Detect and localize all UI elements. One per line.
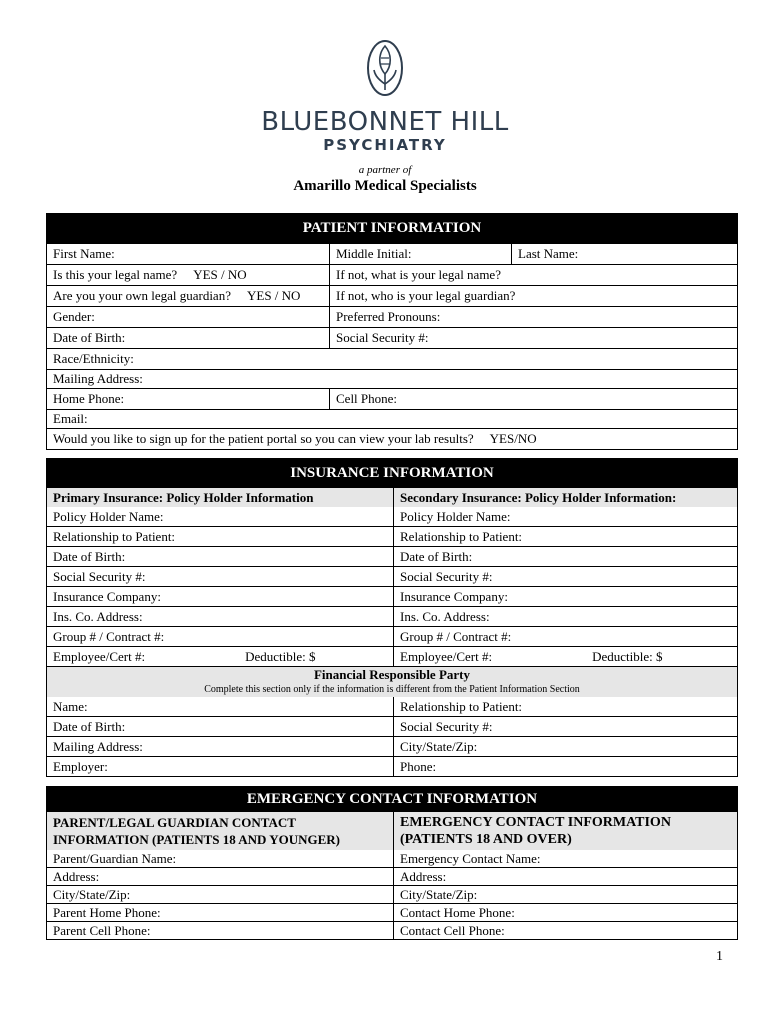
insurance-row bbox=[47, 507, 737, 526]
insurance-information-table bbox=[46, 458, 738, 777]
secondary-employee-cert-label: Employee/Cert #: bbox=[400, 649, 493, 664]
section-header bbox=[47, 214, 737, 243]
guardian-question[interactable] bbox=[47, 286, 329, 306]
financial-responsible-party-header bbox=[47, 666, 737, 697]
frp-right-field[interactable]: City/State/Zip: bbox=[393, 737, 737, 756]
frp-right-field[interactable]: Phone: bbox=[393, 757, 737, 776]
emergency-right-field[interactable]: Address: bbox=[393, 868, 737, 885]
portal-options[interactable]: YES/NO bbox=[489, 431, 537, 446]
section-title: PATIENT INFORMATION bbox=[302, 220, 482, 236]
primary-employee-cert-label: Employee/Cert #: bbox=[53, 649, 146, 664]
insurance-left-field[interactable]: Policy Holder Name: bbox=[53, 509, 164, 524]
frp-left-field[interactable]: Date of Birth: bbox=[53, 719, 126, 734]
bluebonnet-flower-icon bbox=[365, 40, 405, 102]
primary-employee-cert-field[interactable] bbox=[47, 647, 393, 666]
secondary-deductible-label[interactable]: Deductible: $ bbox=[592, 649, 663, 664]
brand-subtitle: PSYCHIATRY bbox=[323, 136, 447, 154]
frp-row bbox=[47, 716, 737, 736]
guardian-contact-title-line1: PARENT/LEGAL GUARDIAN CONTACT bbox=[53, 815, 296, 830]
emergency-contact-table bbox=[46, 786, 738, 940]
insurance-row bbox=[47, 626, 737, 646]
section-title: EMERGENCY CONTACT INFORMATION bbox=[246, 791, 538, 807]
partner-text: a partner of bbox=[358, 164, 412, 176]
portal-label: Would you like to sign up for the patient portal so you can view your lab results? bbox=[53, 431, 474, 446]
insurance-right-field[interactable]: Group # / Contract #: bbox=[393, 627, 737, 646]
insurance-left-field[interactable]: Relationship to Patient: bbox=[53, 529, 176, 544]
emergency-contact-title-line2: (PATIENTS 18 AND OVER) bbox=[400, 832, 572, 847]
insurance-row bbox=[47, 606, 737, 626]
last-name-field[interactable]: Last Name: bbox=[511, 244, 737, 264]
emergency-contact-title-line1: EMERGENCY CONTACT INFORMATION bbox=[400, 815, 671, 830]
primary-deductible-label[interactable]: Deductible: $ bbox=[245, 649, 316, 664]
legal-name-question[interactable] bbox=[47, 265, 329, 285]
guardian-options[interactable]: YES / NO bbox=[246, 288, 301, 303]
emergency-right-field[interactable]: Emergency Contact Name: bbox=[393, 850, 737, 867]
secondary-employee-cert-field[interactable] bbox=[393, 647, 737, 666]
middle-initial-field[interactable]: Middle Initial: bbox=[329, 244, 511, 264]
frp-left-field[interactable]: Mailing Address: bbox=[53, 739, 143, 754]
insurance-right-field[interactable]: Relationship to Patient: bbox=[393, 527, 737, 546]
pronouns-field[interactable]: Preferred Pronouns: bbox=[329, 307, 737, 327]
email-field[interactable]: Email: bbox=[53, 411, 88, 426]
insurance-left-field[interactable]: Date of Birth: bbox=[53, 549, 126, 564]
emergency-contact-title bbox=[393, 812, 737, 850]
insurance-row bbox=[47, 546, 737, 566]
portal-question[interactable] bbox=[47, 429, 737, 449]
frp-row bbox=[47, 736, 737, 756]
insurance-rows bbox=[47, 507, 737, 646]
home-phone-field[interactable]: Home Phone: bbox=[53, 391, 125, 406]
frp-title: Financial Responsible Party bbox=[313, 667, 470, 682]
legal-name-options[interactable]: YES / NO bbox=[193, 267, 247, 282]
frp-row bbox=[47, 756, 737, 776]
emergency-left-field[interactable]: Address: bbox=[53, 869, 100, 884]
page-number: 1 bbox=[716, 949, 723, 964]
patient-information-table bbox=[46, 213, 738, 450]
guardian-contact-title bbox=[47, 812, 393, 850]
frp-right-field[interactable]: Social Security #: bbox=[393, 717, 737, 736]
insurance-right-field[interactable]: Ins. Co. Address: bbox=[393, 607, 737, 626]
emergency-right-field[interactable]: Contact Cell Phone: bbox=[393, 922, 737, 939]
insurance-left-field[interactable]: Ins. Co. Address: bbox=[53, 609, 143, 624]
insurance-row bbox=[47, 586, 737, 606]
insurance-left-field[interactable]: Group # / Contract #: bbox=[53, 629, 165, 644]
emergency-row bbox=[47, 921, 737, 939]
guardian-contact-title-line2: INFORMATION (PATIENTS 18 AND YOUNGER) bbox=[53, 832, 340, 847]
frp-note: Complete this section only if the information is different from the Patient Information Section bbox=[204, 684, 580, 695]
insurance-left-field[interactable]: Insurance Company: bbox=[53, 589, 161, 604]
frp-right-field[interactable]: Relationship to Patient: bbox=[393, 697, 737, 716]
emergency-left-field[interactable]: Parent Cell Phone: bbox=[53, 923, 151, 938]
legal-name-if-not-field[interactable]: If not, what is your legal name? bbox=[329, 265, 737, 285]
primary-insurance-title: Primary Insurance: Policy Holder Information bbox=[53, 490, 314, 505]
frp-rows bbox=[47, 697, 737, 776]
insurance-left-field[interactable]: Social Security #: bbox=[53, 569, 146, 584]
frp-left-field[interactable]: Employer: bbox=[53, 759, 108, 774]
insurance-right-field[interactable]: Insurance Company: bbox=[393, 587, 737, 606]
mailing-address-field[interactable]: Mailing Address: bbox=[53, 371, 143, 386]
guardian-label: Are you your own legal guardian? bbox=[53, 288, 231, 303]
insurance-row bbox=[47, 526, 737, 546]
frp-left-field[interactable]: Name: bbox=[53, 699, 88, 714]
gender-field[interactable]: Gender: bbox=[53, 309, 95, 324]
emergency-row bbox=[47, 867, 737, 885]
dob-field[interactable]: Date of Birth: bbox=[53, 330, 126, 345]
emergency-rows bbox=[47, 850, 737, 939]
emergency-row bbox=[47, 850, 737, 867]
emergency-left-field[interactable]: Parent/Guardian Name: bbox=[53, 851, 177, 866]
insurance-row bbox=[47, 566, 737, 586]
insurance-right-field[interactable]: Date of Birth: bbox=[393, 547, 737, 566]
legal-name-label: Is this your legal name? bbox=[53, 267, 178, 282]
guardian-if-not-field[interactable]: If not, who is your legal guardian? bbox=[329, 286, 737, 306]
emergency-right-field[interactable]: City/State/Zip: bbox=[393, 886, 737, 903]
cell-phone-field[interactable]: Cell Phone: bbox=[329, 389, 737, 409]
emergency-row bbox=[47, 903, 737, 921]
partner-org: Amarillo Medical Specialists bbox=[293, 178, 477, 194]
emergency-left-field[interactable]: City/State/Zip: bbox=[53, 887, 131, 902]
brand-name: BLUEBONNET HILL bbox=[261, 107, 509, 137]
practice-logo bbox=[0, 40, 770, 195]
emergency-left-field[interactable]: Parent Home Phone: bbox=[53, 905, 161, 920]
race-field[interactable]: Race/Ethnicity: bbox=[53, 351, 134, 366]
emergency-right-field[interactable]: Contact Home Phone: bbox=[393, 904, 737, 921]
emergency-row bbox=[47, 885, 737, 903]
section-header bbox=[47, 787, 737, 811]
insurance-right-field[interactable]: Policy Holder Name: bbox=[393, 507, 737, 526]
ssn-field[interactable]: Social Security #: bbox=[329, 328, 737, 348]
secondary-insurance-title: Secondary Insurance: Policy Holder Information: bbox=[393, 488, 737, 507]
frp-row bbox=[47, 697, 737, 716]
section-header bbox=[47, 459, 737, 487]
first-name-field[interactable]: First Name: bbox=[53, 246, 115, 261]
insurance-right-field[interactable]: Social Security #: bbox=[393, 567, 737, 586]
section-title: INSURANCE INFORMATION bbox=[290, 465, 494, 481]
